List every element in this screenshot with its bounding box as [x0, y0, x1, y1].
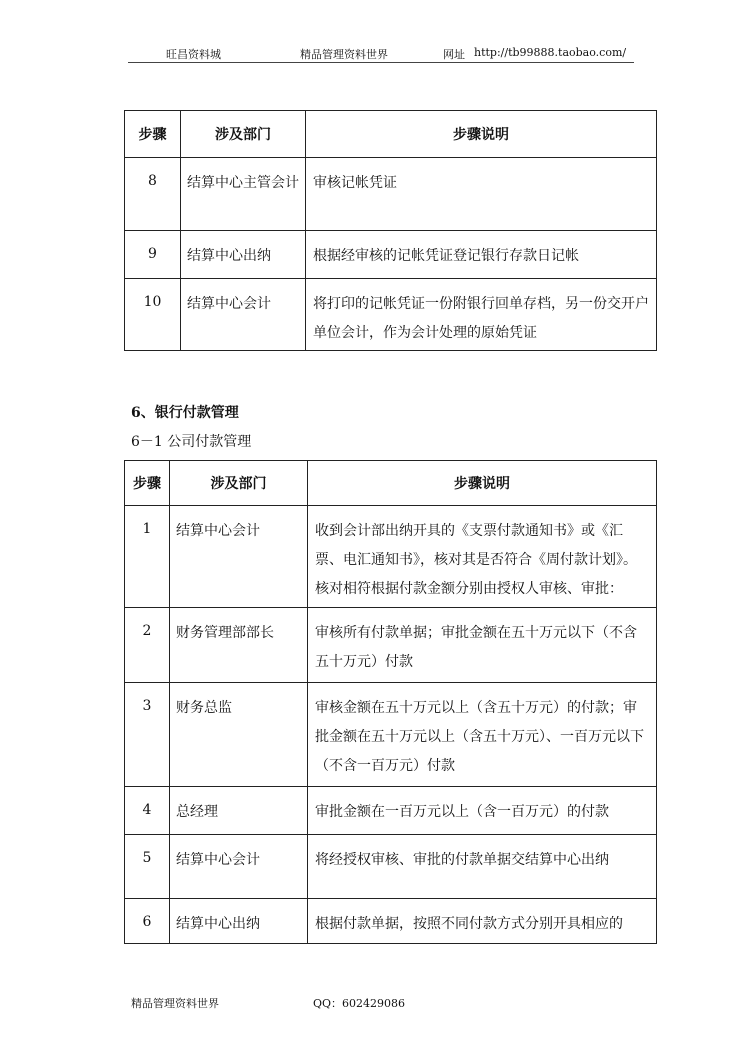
department: 结算中心会计	[181, 279, 306, 351]
department: 结算中心主管会计	[181, 158, 306, 231]
section-title: 6、银行付款管理	[131, 405, 239, 421]
table-row	[125, 683, 657, 787]
step-description: 根据经审核的记帐凭证登记银行存款日记帐	[306, 231, 657, 279]
header-desc: 步骤说明	[308, 461, 657, 506]
step-description: 审核所有付款单据；审批金额在五十万元以下（不含五十万元）付款	[308, 608, 657, 683]
step-number: 2	[125, 608, 170, 683]
step-description: 审核记帐凭证	[306, 158, 657, 231]
step-number: 10	[125, 279, 181, 351]
header-step: 步骤	[125, 111, 181, 158]
page-header	[128, 46, 634, 63]
table-row	[125, 835, 657, 899]
department: 结算中心会计	[170, 835, 308, 899]
header-url[interactable]: http://tb99888.taobao.com/	[474, 46, 627, 59]
table-row	[125, 899, 657, 944]
header-brand: 精品管理资料世界	[300, 48, 388, 61]
table-row	[125, 279, 657, 351]
table-row	[125, 608, 657, 683]
step-number: 9	[125, 231, 181, 279]
step-number: 3	[125, 683, 170, 787]
header-step: 步骤	[125, 461, 170, 506]
table-header-row	[125, 461, 657, 506]
receipt-steps-table	[124, 110, 657, 351]
header-shop-name: 旺昌资料城	[166, 48, 221, 61]
step-number: 8	[125, 158, 181, 231]
footer-qq: QQ：602429086	[313, 997, 406, 1010]
department: 财务总监	[170, 683, 308, 787]
header-dept: 涉及部门	[181, 111, 306, 158]
table-row	[125, 506, 657, 608]
step-number: 1	[125, 506, 170, 608]
table-row	[125, 158, 657, 231]
department: 结算中心出纳	[170, 899, 308, 944]
payment-steps-table	[124, 460, 657, 944]
table-row	[125, 231, 657, 279]
department: 结算中心出纳	[181, 231, 306, 279]
step-description: 将打印的记帐凭证一份附银行回单存档，另一份交开户单位会计，作为会计处理的原始凭证	[306, 279, 657, 351]
header-desc: 步骤说明	[306, 111, 657, 158]
department: 总经理	[170, 787, 308, 835]
department: 结算中心会计	[170, 506, 308, 608]
table-header-row	[125, 111, 657, 158]
subsection-title: 6－1 公司付款管理	[131, 434, 252, 450]
header-url-label: 网址	[443, 48, 465, 61]
step-description: 审核金额在五十万元以上（含五十万元）的付款；审批金额在五十万元以上（含五十万元）、一百万元以下（不含一百万元）付款	[308, 683, 657, 787]
department: 财务管理部部长	[170, 608, 308, 683]
step-number: 5	[125, 835, 170, 899]
step-number: 4	[125, 787, 170, 835]
step-description: 收到会计部出纳开具的《支票付款通知书》或《汇票、电汇通知书》，核对其是否符合《周付款计划》。核对相符根据付款金额分别由授权人审核、审批：	[308, 506, 657, 608]
footer-brand: 精品管理资料世界	[131, 997, 219, 1010]
table-row	[125, 787, 657, 835]
header-dept: 涉及部门	[170, 461, 308, 506]
step-description: 将经授权审核、审批的付款单据交结算中心出纳	[308, 835, 657, 899]
step-description: 根据付款单据，按照不同付款方式分别开具相应的	[308, 899, 657, 944]
step-description: 审批金额在一百万元以上（含一百万元）的付款	[308, 787, 657, 835]
step-number: 6	[125, 899, 170, 944]
